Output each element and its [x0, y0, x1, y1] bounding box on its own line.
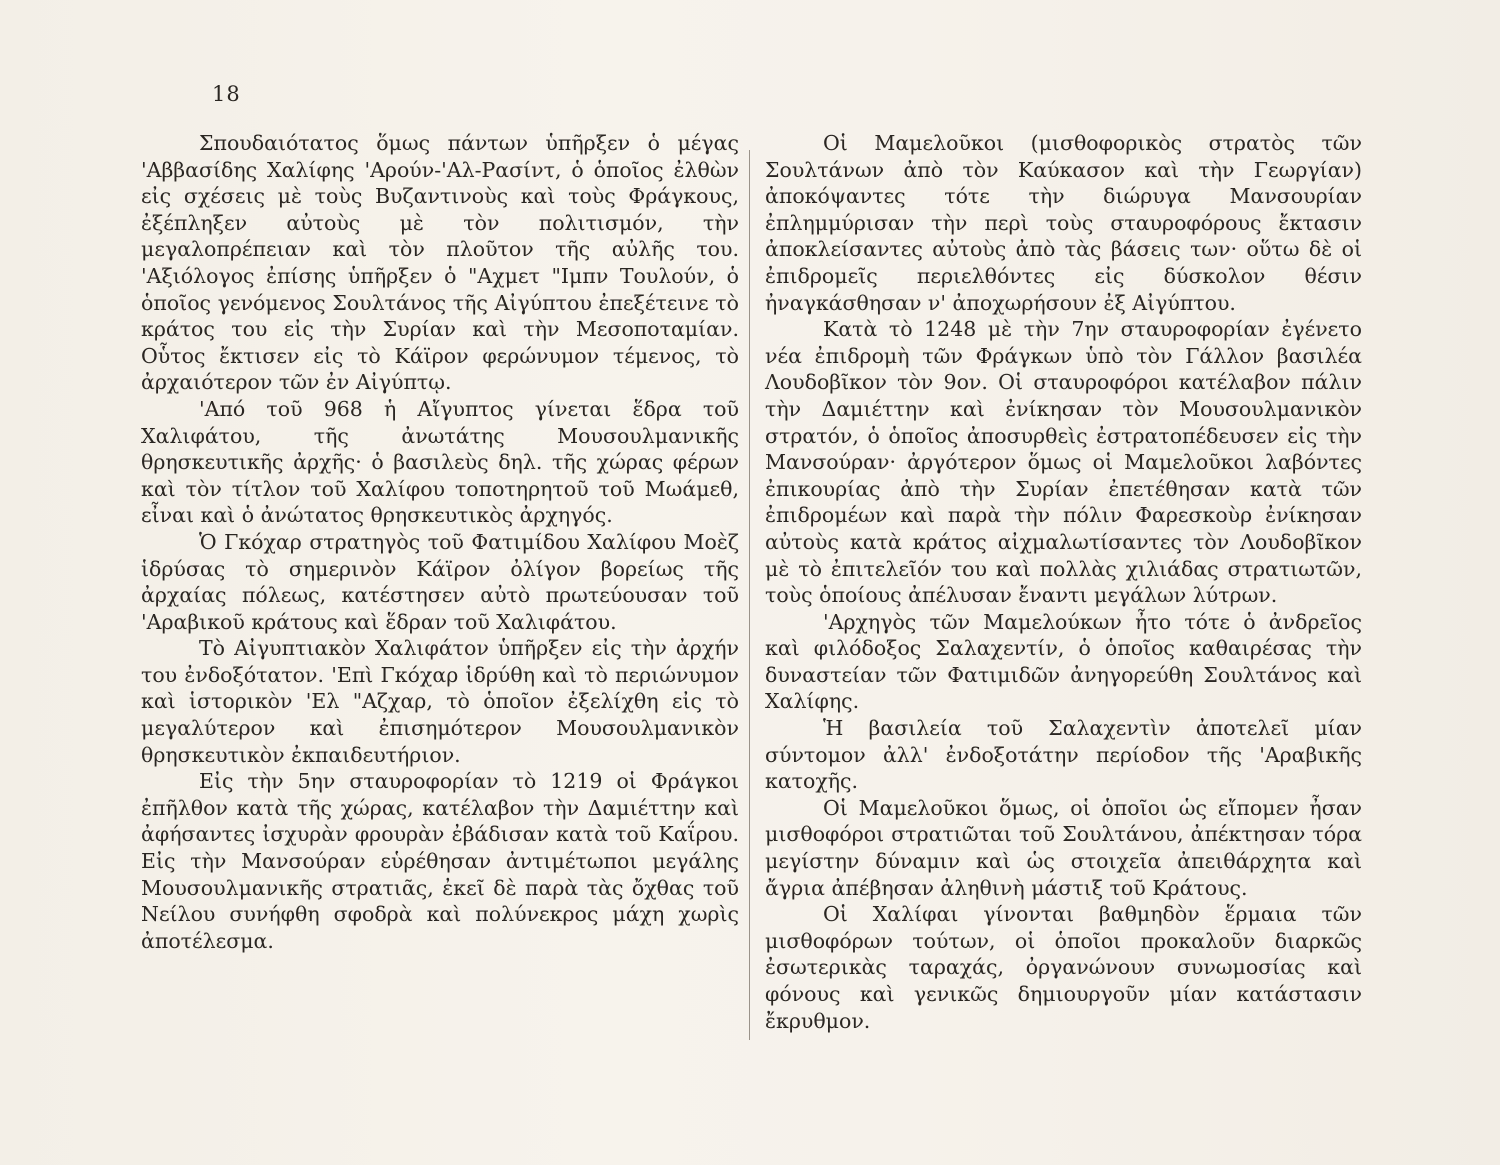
paragraph: Εἰς τὴν 5ην σταυροφορίαν τὸ 1219 οἱ Φράγκοι ἐπῆλθον κατὰ τῆς χώρας, κατέλαβον τὴν Δαμιέττην καὶ ἀφήσαντες ἰσχυρὰν φρουρὰν ἐβάδισαν κατὰ τοῦ Καΐρου. Εἰς τὴν Μανσούραν εὑρέθησαν ἀντιμέτωποι μεγάλης Μουσουλμανικῆς στρατιᾶς, ἐκεῖ δὲ παρὰ τὰς ὄχθας τοῦ Νείλου συνήφθη σφοδρὰ καὶ πολύνεκρος μάχη χωρὶς ἀποτέλεσμα. [141, 769, 739, 953]
paragraph: 'Αρχηγὸς τῶν Μαμελούκων ἦτο τότε ὁ ἀνδρεῖος καὶ φιλόδοξος Σαλαχεντίν, ὁ ὁποῖος καθαιρέσας τὴν δυναστείαν τῶν Φατιμιδῶν ἀνηγορεύθη Σουλτάνος καὶ Χαλίφης. [765, 609, 1362, 714]
paragraph: Σπουδαιότατος ὅμως πάντων ὑπῆρξεν ὁ μέγας 'Αββασίδης Χαλίφης 'Αρούν-'Αλ-Ρασίντ, ὁ ὁποῖος ἐλθὼν εἰς σχέσεις μὲ τοὺς Βυζαντινοὺς καὶ τοὺς Φράγκους, ἐξέπληξεν αὐτοὺς μὲ τὸν πολιτισμόν, τὴν μεγαλοπρέπειαν καὶ τὸν πλοῦτον τῆς αὐλῆς του. 'Αξιόλογος ἐπίσης ὑπῆρξεν ὁ "Αχμετ "Ιμπν Τουλούν, ὁ ὁποῖος γενόμενος Σουλτάνος τῆς Αἰγύπτου ἐπεξέτεινε τὸ κράτος του εἰς τὴν Συρίαν καὶ τὴν Μεσοποταμίαν. Οὗτος ἔκτισεν εἰς τὸ Κάϊρον φερώνυμον τέμενος, τὸ ἀρχαιότερον τῶν ἐν Αἰγύπτῳ. [141, 131, 739, 395]
paragraph: Ὁ Γκόχαρ στρατηγὸς τοῦ Φατιμίδου Χαλίφου Μοὲζ ἱδρύσας τὸ σημερινὸν Κάϊρον ὀλίγον βορείως τῆς ἀρχαίας πόλεως, κατέστησεν αὐτὸ πρωτεύουσαν τοῦ 'Αραβικοῦ κράτους καὶ ἕδραν τοῦ Χαλιφάτου. [141, 529, 739, 634]
page-number: 18 [212, 82, 241, 106]
right-column [765, 130, 1362, 1034]
paragraph: Ἡ βασιλεία τοῦ Σαλαχεντὶν ἀποτελεῖ μίαν σύντομον ἀλλ' ἐνδοξοτάτην περίοδον τῆς 'Αραβικῆς κατοχῆς. [765, 716, 1362, 794]
paragraph: Κατὰ τὸ 1248 μὲ τὴν 7ην σταυροφορίαν ἐγένετο νέα ἐπιδρομὴ τῶν Φράγκων ὑπὸ τὸν Γάλλον βασιλέα Λουδοβῖκον τὸν 9ον. Οἱ σταυροφόροι κατέλαβον πάλιν τὴν Δαμιέττην καὶ ἐνίκησαν τὸν Μουσουλμανικὸν στρατόν, ὁ ὁποῖος ἀποσυρθεὶς ἐστρατοπέδευσεν εἰς τὴν Μανσούραν· ἀργότερον ὅμως οἱ Μαμελοῦκοι λαβόντες ἐπικουρίας ἀπὸ τὴν Συρίαν ἐπετέθησαν κατὰ τῶν ἐπιδρομέων καὶ παρὰ τὴν πόλιν Φαρεσκοὺρ ἐνίκησαν αὐτοὺς κατὰ κράτος αἰχμαλωτίσαντες τὸν Λουδοβῖκον μὲ τὸ ἐπιτελεῖόν του καὶ πολλὰς χιλιάδας στρατιωτῶν, τοὺς ὁποίους ἀπέλυσαν ἔναντι μεγάλων λύτρων. [765, 317, 1362, 608]
paragraph: Οἱ Χαλίφαι γίνονται βαθμηδὸν ἕρμαια τῶν μισθοφόρων τούτων, οἱ ὁποῖοι προκαλοῦν διαρκῶς ἐσωτερικὰς ταραχάς, ὀργανώνουν συνωμοσίας καὶ φόνους καὶ γενικῶς δημιουργοῦν μίαν κατάστασιν ἔκρυθμον. [765, 902, 1362, 1033]
column-divider [749, 150, 750, 1040]
paragraph: 'Από τοῦ 968 ἡ Αἴγυπτος γίνεται ἕδρα τοῦ Χαλιφάτου, τῆς ἀνωτάτης Μουσουλμανικῆς θρησκευτικῆς ἀρχῆς· ὁ βασιλεὺς δηλ. τῆς χώρας φέρων καὶ τὸν τίτλον τοῦ Χαλίφου τοποτηρητοῦ τοῦ Μωάμεθ, εἶναι καὶ ὁ ἀνώτατος θρησκευτικὸς ἀρχηγός. [141, 396, 739, 528]
paragraph: Τὸ Αἰγυπτιακὸν Χαλιφάτον ὑπῆρξεν εἰς τὴν ἀρχήν του ἐνδοξότατον. 'Επὶ Γκόχαρ ἱδρύθη καὶ τὸ περιώνυμον καὶ ἱστορικὸν 'Ελ "Αζχαρ, τὸ ὁποῖον ἐξελίχθη εἰς τὸ μεγαλύτερον καὶ ἐπισημότερον Μουσουλμανικὸν θρησκευτικὸν ἐκπαιδευτήριον. [141, 636, 739, 767]
paragraph: Οἱ Μαμελοῦκοι ὅμως, οἱ ὁποῖοι ὡς εἴπομεν ἦσαν μισθοφόροι στρατιῶται τοῦ Σουλτάνου, ἀπέκτησαν τόρα μεγίστην δύναμιν καὶ ὡς στοιχεῖα ἀπειθάρχητα καὶ ἄγρια ἀπέβησαν ἀληθινὴ μάστιξ τοῦ Κράτους. [765, 795, 1362, 900]
left-column [141, 130, 739, 954]
paragraph: Οἱ Μαμελοῦκοι (μισθοφορικὸς στρατὸς τῶν Σουλτάνων ἀπὸ τὸν Καύκασον καὶ τὴν Γεωργίαν) ἀποκόψαντες τότε τὴν διώρυγα Μανσουρίαν ἐπλημμύρισαν τὴν περὶ τοὺς σταυροφόρους ἔκτασιν ἀποκλείσαντες αὐτοὺς ἀπὸ τὰς βάσεις των· οὕτω δὲ οἱ ἐπιδρομεῖς περιελθόντες εἰς δύσκολον θέσιν ἠναγκάσθησαν ν' ἀποχωρήσουν ἐξ Αἰγύπτου. [765, 131, 1362, 315]
